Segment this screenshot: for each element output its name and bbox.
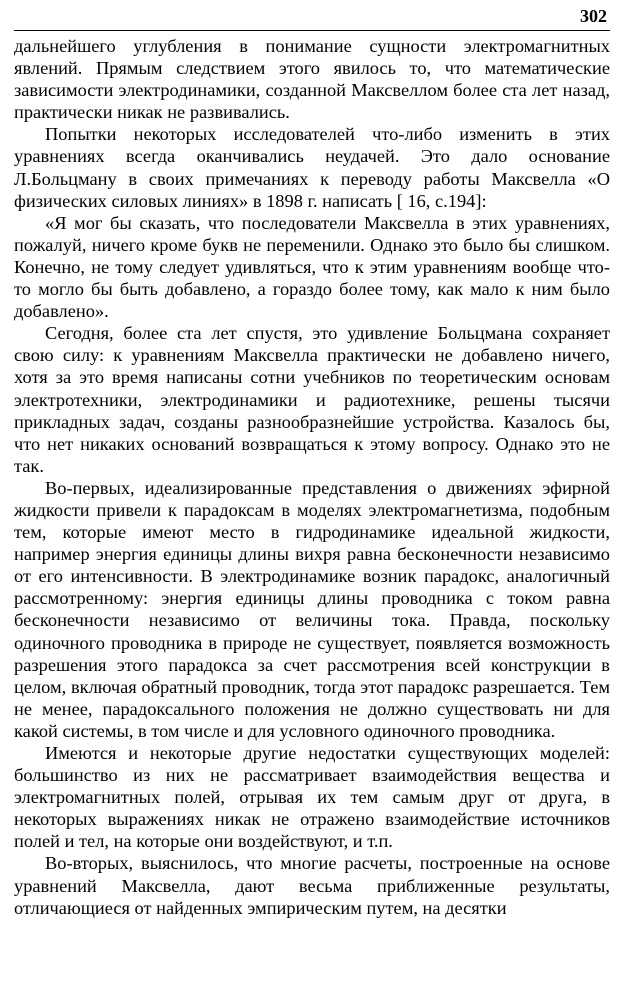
header-rule	[14, 30, 610, 31]
paragraph-other-drawbacks: Имеются и некоторые другие недостатки существующих моделей: большинство из них не рассматривает взаимодействия вещества и электромагнитных полей, отрывая их тем самым друг от друга, в некоторых выражениях никак не отражено взаимодействие источников полей и тел, на которые они воздействуют, и т.п.	[14, 743, 610, 852]
paragraph-continuation: дальнейшего углубления в понимание сущности электромагнитных явлений. Прямым следствием этого явилось то, что математические зависимости электродинамики, созданной Максвеллом более ста лет назад, практически никак не развивались.	[14, 36, 610, 123]
paragraph-today: Сегодня, более ста лет спустя, это удивление Больцмана сохраняет свою силу: к уравнениям Максвелла практически не добавлено ничего, хотя за это время написаны сотни учебников по теоретическим основам электротехники, электродинамики и радиотехнике, решены тысячи прикладных задач, созданы разнообразнейшие устройства. Казалось бы, что нет никаких оснований возвращаться к этому вопросу. Однако это не так.	[14, 323, 610, 476]
paragraph-attempts: Попытки некоторых исследователей что-либо изменить в этих уравнениях всегда оканчивались неудачей. Это дало основание Л.Больцману в своих примечаниях к переводу работы Максвелла «О физических силовых линиях» в 1898 г. написать [ 16, с.194]:	[14, 124, 610, 211]
paragraph-secondly: Во-вторых, выяснилось, что многие расчеты, построенные на основе уравнений Максвелла, дают весьма приближенные результаты, отличающиеся от найденных эмпирическим путем, на десятки	[14, 853, 610, 918]
paragraph-firstly: Во-первых, идеализированные представления о движениях эфирной жидкости привели к парадоксам в моделях электромагнетизма, подобным тем, которые имеют место в гидродинамике идеальной жидкости, например энергия единицы длины вихря равна бесконечности независимо от его интенсивности. В электродинамике возник парадокс, аналогичный рассмотренному: энергия единицы длины проводника с током равна бесконечности независимо от величины тока. Правда, поскольку одиночного проводника в природе не существует, появляется возможность разрешения этого парадокса за счет рассмотрения всей конструкции в целом, включая обратный проводник, тогда этот парадокс разрешается. Тем не менее, парадоксального положения не должно существовать ни для какой системы, в том числе и для условного одиночного проводника.	[14, 477, 610, 741]
paragraph-boltzmann-quote: «Я мог бы сказать, что последователи Максвелла в этих уравнениях, пожалуй, ничего кроме букв не переменили. Однако это было бы слишком. Конечно, не тому следует удивляться, что к этим уравнениям вообще что-то могло бы быть добавлено, а гораздо более тому, как мало к ним было добавлено».	[14, 212, 610, 322]
body-text	[14, 35, 610, 919]
page-number: 302	[580, 6, 607, 26]
